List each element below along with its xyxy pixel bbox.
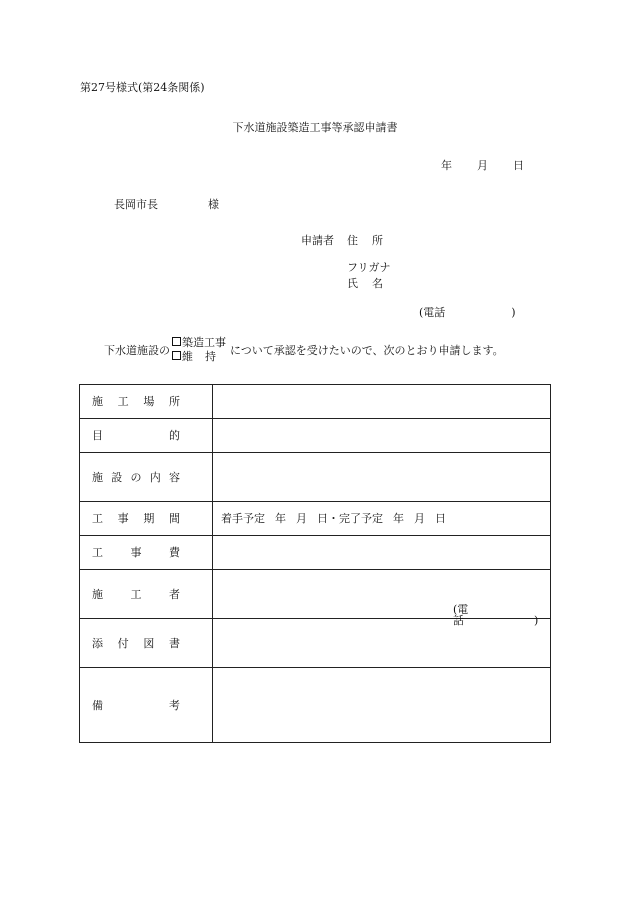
checkbox-icon[interactable] <box>172 351 181 360</box>
row-label: 工 事 費 <box>92 546 180 559</box>
statement-suffix: について承認を受けたいので、次のとおり申請します。 <box>230 344 504 357</box>
construction-period-field[interactable]: 着手予定 年 月 日・完了予定 年 月 日 <box>213 502 551 536</box>
applicant-phone <box>419 307 516 318</box>
table-row <box>80 668 551 743</box>
table-row <box>80 619 551 668</box>
facility-content-field[interactable] <box>213 453 551 502</box>
furigana-label: フリガナ <box>347 261 391 274</box>
checkbox-icon[interactable] <box>172 337 181 346</box>
row-label: 工 事 期 間 <box>92 512 180 525</box>
row-label: 施 工 場 所 <box>92 395 180 408</box>
table-row <box>80 385 551 419</box>
statement-prefix: 下水道施設の <box>104 344 170 357</box>
phone-open: (電話 <box>419 306 446 319</box>
table-row <box>80 453 551 502</box>
row-label: 目 的 <box>92 429 180 442</box>
table-row <box>80 419 551 453</box>
application-table <box>79 384 551 743</box>
phone-close: ) <box>511 306 516 319</box>
row-label: 添 付 図 書 <box>92 636 180 650</box>
addressee <box>114 199 219 210</box>
date-year: 年 <box>441 159 452 172</box>
address-label: 住所 <box>347 234 397 247</box>
contractor-field[interactable] <box>213 570 551 627</box>
table-row <box>80 570 551 619</box>
work-type-options <box>172 336 226 364</box>
remarks-field[interactable] <box>213 668 551 743</box>
purpose-field[interactable] <box>213 419 551 453</box>
row-label: 備 考 <box>92 698 180 712</box>
row-label: 施 工 者 <box>92 587 180 601</box>
contractor-phone: (電話 ) <box>453 603 539 627</box>
applicant-label: 申請者 <box>301 234 334 247</box>
date-month: 月 <box>477 159 488 172</box>
addressee-honorific: 様 <box>208 198 219 211</box>
date-line <box>441 160 524 171</box>
name-label: 氏名 <box>347 277 397 290</box>
option-construction[interactable]: 築造工事 <box>172 336 226 350</box>
row-label: 施 設 の 内 容 <box>92 470 180 484</box>
addressee-name: 長岡市長 <box>114 198 158 211</box>
construction-site-field[interactable] <box>213 385 551 419</box>
table-row <box>80 502 551 536</box>
table-row <box>80 536 551 570</box>
date-day: 日 <box>513 159 524 172</box>
option-maintenance[interactable]: 維持 <box>172 350 226 364</box>
form-number: 第27号様式(第24条関係) <box>80 81 205 94</box>
attached-documents-field[interactable] <box>213 619 551 668</box>
construction-cost-field[interactable] <box>213 536 551 570</box>
document-title: 下水道施設築造工事等承認申請書 <box>232 121 398 134</box>
